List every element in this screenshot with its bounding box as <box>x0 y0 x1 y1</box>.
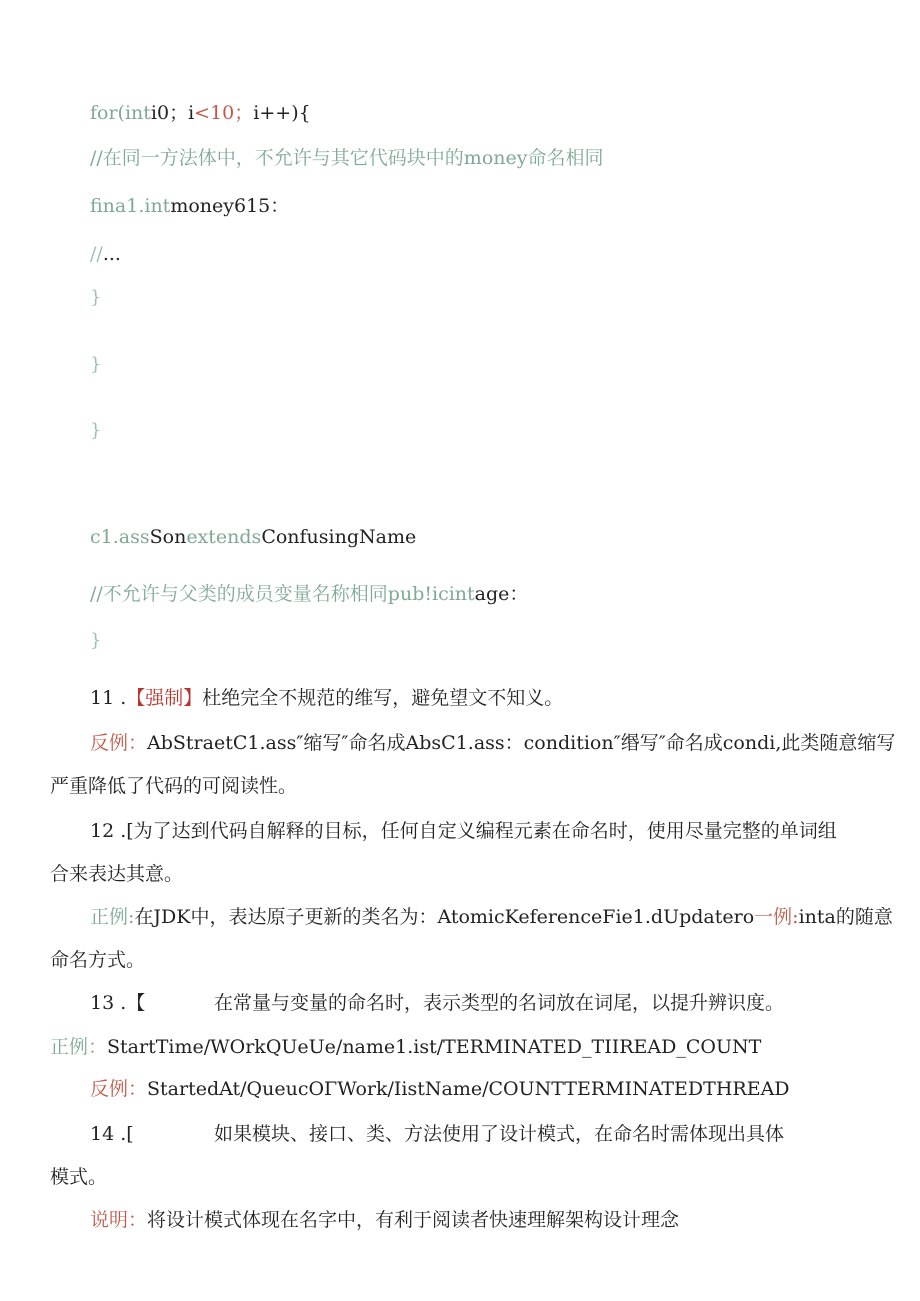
code-final-decl: money615： <box>170 195 290 217</box>
rule-11-counter-text: AbStraetC1.ass″缩写″命名成AbsC1.ass：condition″缗写″命名成condi,此类随意缩写 <box>147 732 896 754</box>
rule-11-counter-label: 反例： <box>90 732 148 754</box>
rule-12-examples <box>90 905 893 929</box>
code-extends-keyword: extends <box>186 526 262 548</box>
rule-13-number: 13 <box>90 992 115 1014</box>
rule-12-positive-label: 正例: <box>90 906 135 928</box>
rule-13-bracket: .【 <box>120 992 146 1014</box>
code-comment-parent-text: //不允许与父类的成员变量名称相同pub!icint <box>90 583 475 605</box>
rule-13 <box>90 991 145 1015</box>
code-line-class <box>90 525 416 549</box>
rule-12-text-cont: 合来表达其意。 <box>50 863 184 885</box>
code-for-cond-var: i <box>188 102 195 124</box>
code-comment-ellipsis <box>90 242 121 266</box>
rule-14 <box>90 1122 134 1146</box>
code-close-brace-2: } <box>90 354 102 375</box>
rule-11-text: 杜绝完全不规范的维写，避免望文不知义。 <box>202 687 564 709</box>
rule-12-text: .[为了达到代码自解释的目标，任何自定义编程元素在命名时，使用尽量完整的单词组 <box>120 820 837 842</box>
code-parent-name: ConfusingName <box>261 526 417 548</box>
code-comment-slashes: // <box>90 243 103 265</box>
rule-14-text-cont: 模式。 <box>50 1166 108 1188</box>
rule-14-bracket: .[ <box>120 1123 134 1145</box>
rule-12-counter-text: inta的随意 <box>798 906 893 928</box>
code-comment-dots: ... <box>102 243 121 265</box>
rule-13-positive-example <box>50 1035 761 1059</box>
code-for-inc: i++){ <box>253 102 311 124</box>
rule-14-note-label: 说明： <box>90 1209 148 1231</box>
code-int-keyword: int <box>124 102 151 124</box>
rule-13-text: 在常量与变量的命名时，表示类型的名词放在词尾，以提升辨识度。 <box>214 992 785 1014</box>
code-comment-parent-tail: age： <box>474 583 529 605</box>
rule-12-counter-text-cont: 命名方式。 <box>50 949 146 971</box>
rule-12-positive-text: 在JDK中，表达原子更新的类名为：AtomicKeferenceFie1.dUpdatero <box>134 906 755 928</box>
code-line-final <box>90 194 289 218</box>
code-for-init: i0； <box>150 102 189 124</box>
code-class-keyword: c1.ass <box>90 526 150 548</box>
rule-13-counter-example <box>90 1077 790 1101</box>
rule-14-number: 14 <box>90 1123 115 1145</box>
code-close-brace-1: } <box>90 287 102 308</box>
rule-11-counter-example <box>90 731 895 755</box>
rule-11-dot: . <box>120 687 127 709</box>
rule-12 <box>90 819 837 843</box>
rule-14-note <box>90 1208 679 1232</box>
rule-11-tag: 【强制】 <box>126 687 203 709</box>
rule-13-counter-label: 反例： <box>90 1078 148 1100</box>
code-for-cond: <10； <box>194 102 254 124</box>
rule-11-counter-text-cont: 严重降低了代码的可阅读性。 <box>50 775 298 797</box>
rule-14-text: 如果模块、接口、类、方法使用了设计模式，在命名时需体现出具体 <box>214 1123 785 1145</box>
code-close-brace-3: } <box>90 420 102 441</box>
code-comment-parent-member <box>90 582 528 606</box>
rule-14-note-text: 将设计模式体现在名字中，有利于阅读者快速理解架构设计理念 <box>147 1209 680 1231</box>
rule-13-positive-label: 正例： <box>50 1036 108 1058</box>
code-comment-same-method: //在同一方法体中，不允许与其它代码块中的money命名相同 <box>90 147 604 169</box>
rule-13-counter-text: StartedAt/QueucOΓWork/IistName/COUNTTERMINATEDTHREAD <box>147 1078 790 1100</box>
code-class-name: Son <box>149 526 187 548</box>
rule-13-positive-text: StartTime/WOrkQUeUe/name1.ist/TERMINATED_TIIREAD_COUNT <box>107 1036 762 1058</box>
code-close-brace-4: } <box>90 630 102 651</box>
rule-11 <box>90 686 563 710</box>
rule-12-number: 12 <box>90 820 115 842</box>
code-line-for <box>90 101 311 125</box>
code-final-keyword: fina1.int <box>90 195 171 217</box>
rule-12-counter-label: 一例: <box>754 906 799 928</box>
code-for-keyword: for( <box>90 102 125 124</box>
rule-11-number: 11 <box>90 687 115 709</box>
